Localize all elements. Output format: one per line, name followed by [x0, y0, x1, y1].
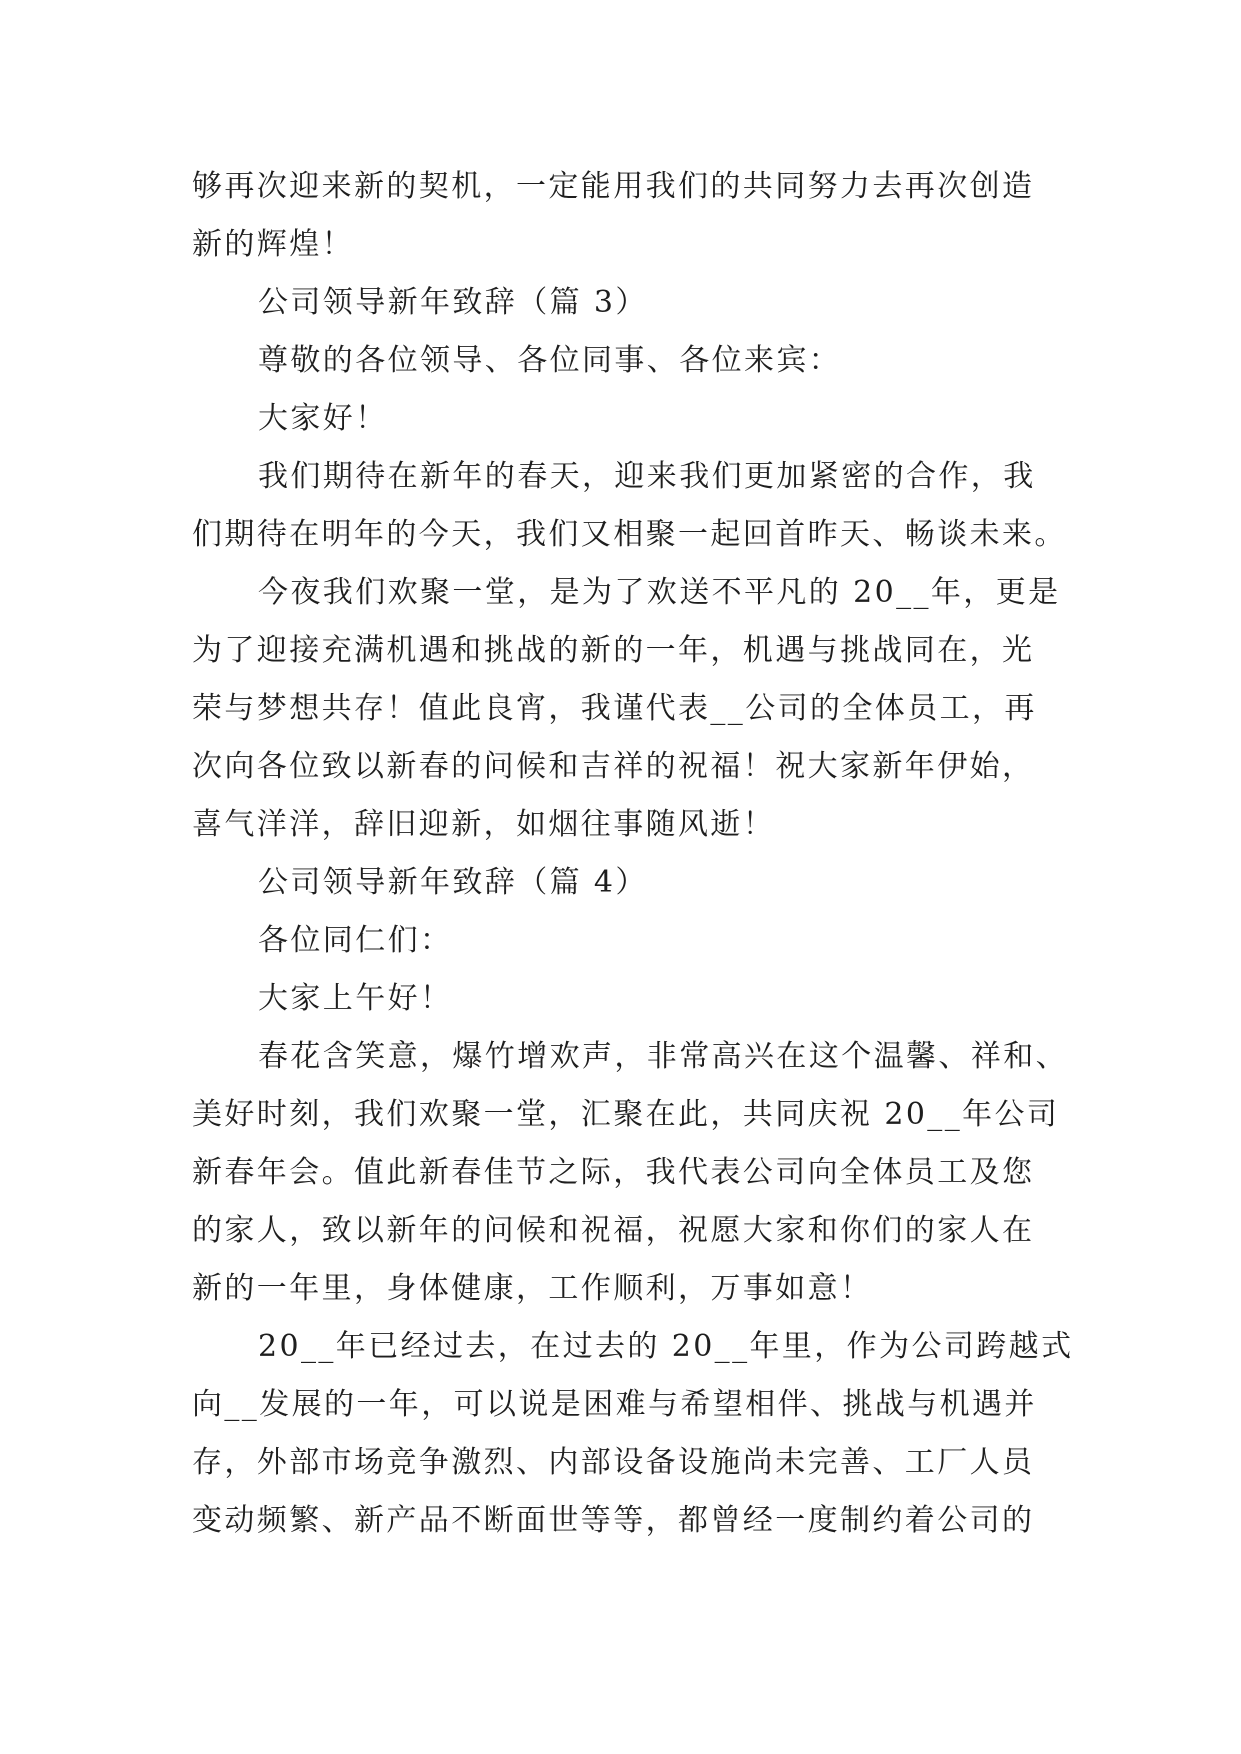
text-line: 变动频繁、新产品不断面世等等，都曾经一度制约着公司的 — [192, 1503, 1035, 1538]
greeting: 大家好！ — [258, 401, 388, 436]
greeting: 大家上午好！ — [258, 981, 453, 1016]
text-line: 为了迎接充满机遇和挑战的新的一年，机遇与挑战同在，光 — [192, 633, 1035, 668]
text-line: 今夜我们欢聚一堂，是为了欢送不平凡的 20__年，更是 — [258, 575, 1061, 610]
text-line: 喜气洋洋，辞旧迎新，如烟往事随风逝！ — [192, 807, 776, 842]
text-line: 美好时刻，我们欢聚一堂，汇聚在此，共同庆祝 20__年公司 — [192, 1097, 1060, 1132]
text-line: 够再次迎来新的契机，一定能用我们的共同努力去再次创造 — [192, 169, 1035, 204]
text-line: 我们期待在新年的春天，迎来我们更加紧密的合作，我 — [258, 459, 1036, 494]
section-heading: 公司领导新年致辞（篇 4） — [258, 865, 648, 900]
text-line: 新春年会。值此新春佳节之际，我代表公司向全体员工及您 — [192, 1155, 1035, 1190]
text-line: 向__发展的一年，可以说是困难与希望相伴、挑战与机遇并 — [192, 1387, 1037, 1422]
text-line: 新的辉煌！ — [192, 227, 354, 262]
text-line: 的家人，致以新年的问候和祝福，祝愿大家和你们的家人在 — [192, 1213, 1035, 1248]
salutation: 尊敬的各位领导、各位同事、各位来宾： — [258, 343, 842, 378]
text-line: 次向各位致以新春的问候和吉祥的祝福！祝大家新年伊始， — [192, 749, 1035, 784]
text-line: 20__年已经过去，在过去的 20__年里，作为公司跨越式 — [258, 1329, 1074, 1364]
document-body — [192, 158, 1074, 1550]
text-line: 们期待在明年的今天，我们又相聚一起回首昨天、畅谈未来。 — [192, 517, 1067, 552]
text-line: 荣与梦想共存！值此良宵，我谨代表__公司的全体员工，再 — [192, 691, 1037, 726]
section-heading: 公司领导新年致辞（篇 3） — [258, 285, 648, 320]
text-line: 新的一年里，身体健康，工作顺利，万事如意！ — [192, 1271, 873, 1306]
text-line: 春花含笑意，爆竹增欢声，非常高兴在这个温馨、祥和、 — [258, 1039, 1068, 1074]
salutation: 各位同仁们： — [258, 923, 453, 958]
text-line: 存，外部市场竞争激烈、内部设备设施尚未完善、工厂人员 — [192, 1445, 1035, 1480]
